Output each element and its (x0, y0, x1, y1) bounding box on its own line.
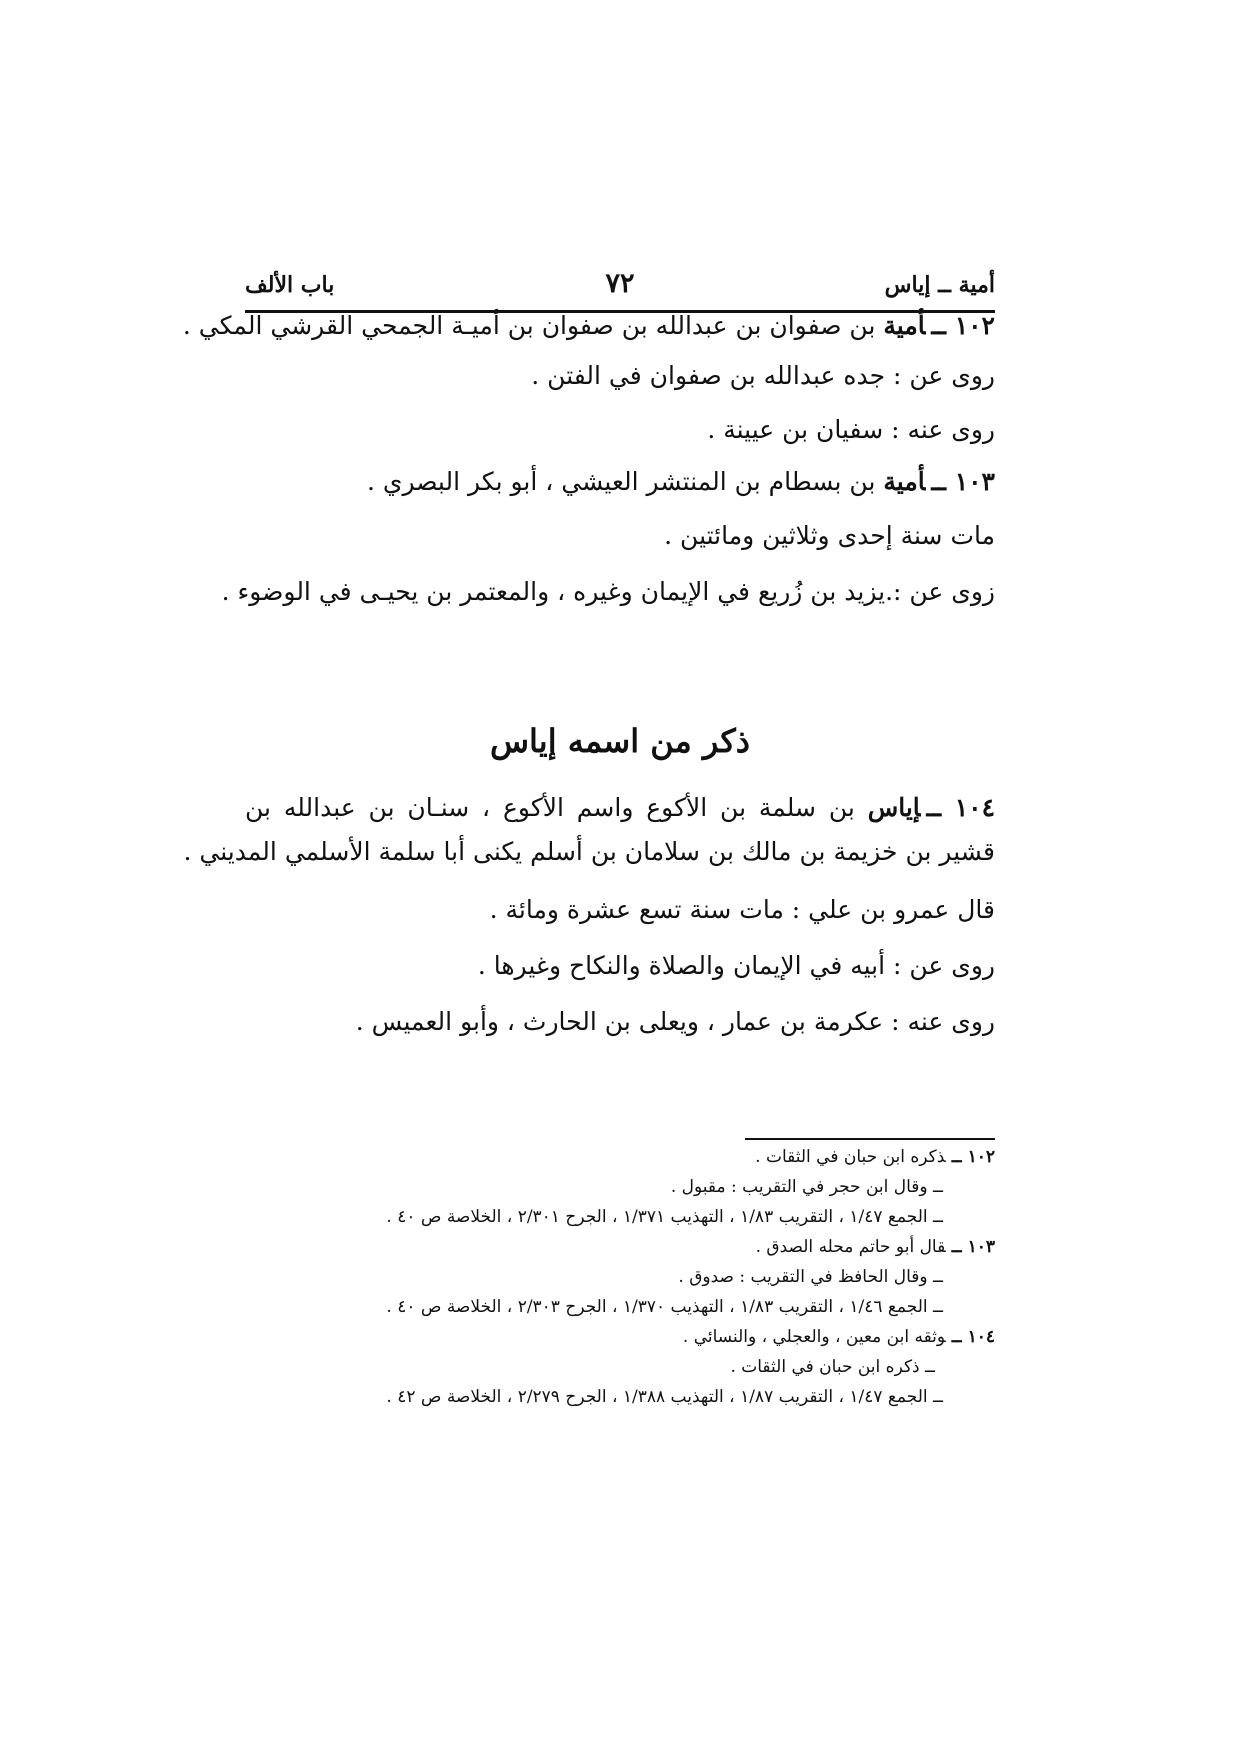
footnote-103 (245, 1232, 995, 1262)
footnote-102 (245, 1142, 995, 1172)
entry-104-narrated-by: روى عنه : عكرمة بن عمار ، ويعلى بن الحارث ، وأبو العميس . (355, 1007, 995, 1036)
footnote-line: ــ ذكره ابن حبان في الثقات . (730, 1357, 935, 1377)
footnote-line: ــ وقال الحافظ في التقريب : صدوق . (678, 1267, 943, 1287)
entry-104-heading (245, 786, 995, 830)
entry-name: أمية (883, 311, 926, 340)
footnote-rule (745, 1138, 995, 1140)
footnote-text: ذكره ابن حبان في الثقات . (755, 1147, 946, 1167)
footnote-line: ــ وقال ابن حجر في التقريب : مقبول . (670, 1177, 943, 1197)
footnote-104 (245, 1322, 995, 1352)
footnote-number: ١٠٢ ــ (951, 1147, 995, 1167)
entry-number: ١٠٣ ــ (931, 467, 995, 496)
entry-104-narrated-from: روى عن : أبيه في الإيمان والصلاة والنكاح وغيرها . (477, 951, 995, 980)
entry-102-narrated-from: روى عن : جده عبدالله بن صفوان في الفتن . (531, 361, 995, 390)
entry-104-death: قال عمرو بن علي : مات سنة تسع عشرة ومائة . (489, 895, 995, 924)
entry-103-heading (245, 462, 995, 502)
entry-number: ١٠٤ ــ (926, 793, 996, 822)
footnote-line: ــ الجمع ١/٤٦ ، التقريب ١/٨٣ ، التهذيب ١/٣٧٠ ، الجرح ٢/٣٠٣ ، الخلاصة ص ٤٠ . (386, 1297, 943, 1317)
footnote-number: ١٠٣ ــ (951, 1237, 995, 1257)
entry-lineage: بن سلمة بن الأكوع واسم الأكوع ، سنـان بن عبدالله بن (245, 793, 855, 822)
entry-103-death: مات سنة إحدى وثلاثين ومائتين . (664, 521, 995, 550)
entry-104-lineage-cont: قشير بن خزيمة بن مالك بن سلامان بن أسلم يكنى أبا سلمة الأسلمي المديني . (183, 837, 995, 866)
footnote-text: وثقه ابن معين ، والعجلي ، والنسائي . (682, 1327, 946, 1347)
entry-102-narrated-by: روى عنه : سفيان بن عيينة . (707, 415, 995, 444)
entry-name: إياس (867, 793, 921, 822)
entry-lineage: بن صفوان بن عبدالله بن صفوان بن أميـة الجمحي القرشي المكي . (182, 311, 876, 340)
entry-number: ١٠٢ ــ (931, 311, 995, 340)
book-page (182, 0, 996, 1754)
footnote-line: ــ الجمع ١/٤٧ ، التقريب ١/٨٣ ، التهذيب ١/٣٧١ ، الجرح ٢/٣٠١ ، الخلاصة ص ٤٠ . (386, 1207, 943, 1227)
entry-103-narrated-from: زوى عن :.يزيد بن زُريع في الإيمان وغيره ، والمعتمر بن يحيـى في الوضوء . (221, 577, 995, 606)
page-number: ٧٢ (605, 268, 635, 299)
footnote-number: ١٠٤ ــ (951, 1327, 995, 1347)
footnote-text: قال أبو حاتم محله الصدق . (755, 1237, 946, 1257)
entry-name: أمية (883, 467, 926, 496)
footnote-line: ــ الجمع ١/٤٧ ، التقريب ١/٨٧ ، التهذيب ١/٣٨٨ ، الجرح ٢/٢٧٩ ، الخلاصة ص ٤٢ . (386, 1387, 943, 1407)
header-chapter: باب الألف (245, 272, 335, 298)
entry-lineage: بن بسطام بن المنتشر العيشي ، أبو بكر البصري . (367, 467, 876, 496)
entry-102-heading (182, 306, 995, 346)
section-title: ذكر من اسمه إياس (489, 722, 751, 760)
header-topic: أمية ــ إياس (884, 272, 995, 298)
